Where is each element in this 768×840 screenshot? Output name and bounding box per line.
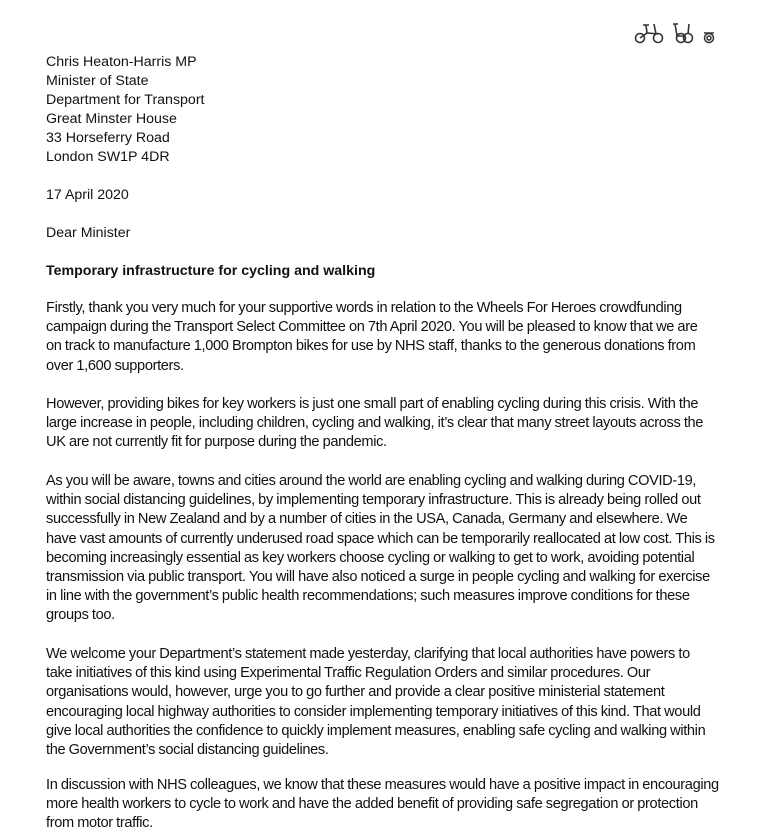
text-line: on track to manufacture 1,000 Brompton bikes for use by NHS staff, thanks to the generous donations from	[46, 338, 696, 355]
recipient-building: Great Minster House	[46, 111, 177, 127]
paragraph-wheels-for-heroes	[46, 299, 736, 376]
text-line: UK are not currently fit for purpose during the pandemic.	[46, 434, 387, 451]
text-line: groups too.	[46, 607, 115, 624]
text-line: give local authorities the confidence to quickly implement measures, enabling safe cycling and walking within	[46, 722, 706, 739]
text-line: successfully in New Zealand and by a number of cities in the USA, Canada, Germany and elsewhere. We	[46, 511, 688, 528]
text-line: more health workers to cycle to work and have the added benefit of providing safe segregation or protection	[46, 796, 698, 813]
recipient-street: 33 Horseferry Road	[46, 130, 170, 146]
recipient-department: Department for Transport	[46, 92, 205, 108]
brompton-bike-half-folded-icon	[670, 22, 696, 44]
text-line: within social distancing guidelines, by implementing temporary infrastructure. This is already being rolled out	[46, 492, 701, 509]
paragraph-nhs-colleagues	[46, 776, 736, 834]
recipient-title: Minister of State	[46, 73, 149, 89]
text-line: in line with the government’s public health recommendations; such measures improve conditions for these	[46, 588, 690, 605]
text-line: organisations would, however, urge you to go further and provide a clear positive ministerial statement	[46, 684, 665, 701]
brompton-bike-folded-icon	[702, 30, 716, 44]
brompton-logo	[634, 18, 716, 44]
text-line: take initiatives of this kind using Experimental Traffic Regulation Orders and similar procedures. Our	[46, 665, 651, 682]
brompton-bike-unfolded-icon	[634, 22, 664, 44]
text-line: have vast amounts of currently underused road space which can be temporarily reallocated at low cost. This is	[46, 530, 715, 547]
text-line: encouraging local highway authorities to consider implementing temporary initiatives of this kind. That would	[46, 703, 701, 720]
text-line: transmission via public transport. You will have also noticed a surge in people cycling and walking for exercise	[46, 569, 710, 586]
recipient-name: Chris Heaton-Harris MP	[46, 54, 197, 70]
text-line: from motor traffic.	[46, 815, 153, 832]
letter-date: 17 April 2020	[46, 187, 129, 203]
recipient-city-postcode: London SW1P 4DR	[46, 149, 170, 165]
recipient-address	[46, 53, 205, 167]
paragraph-key-workers	[46, 395, 736, 453]
text-line: over 1,600 supporters.	[46, 357, 184, 374]
subject-heading: Temporary infrastructure for cycling and walking	[46, 263, 376, 279]
text-line: As you will be aware, towns and cities around the world are enabling cycling and walking during COVID-19,	[46, 473, 697, 489]
text-line: We welcome your Department’s statement made yesterday, clarifying that local authorities have powers to	[46, 646, 690, 662]
text-line: In discussion with NHS colleagues, we know that these measures would have a positive impact in encouraging	[46, 777, 719, 793]
text-line: Firstly, thank you very much for your supportive words in relation to the Wheels For Heroes crowdfunding	[46, 300, 682, 316]
text-line: large increase in people, including children, cycling and walking, it’s clear that many street layouts across the	[46, 415, 704, 432]
text-line: the Government’s social distancing guidelines.	[46, 742, 329, 759]
text-line: campaign during the Transport Select Committee on 7th April 2020. You will be pleased to know that we are	[46, 319, 698, 336]
salutation: Dear Minister	[46, 225, 131, 241]
paragraph-temporary-infrastructure	[46, 472, 736, 626]
text-line: becoming increasingly essential as key workers choose cycling or walking to get to work, avoiding potential	[46, 549, 695, 566]
paragraph-department-statement	[46, 645, 736, 760]
text-line: However, providing bikes for key workers is just one small part of enabling cycling during this crisis. With the	[46, 396, 699, 412]
